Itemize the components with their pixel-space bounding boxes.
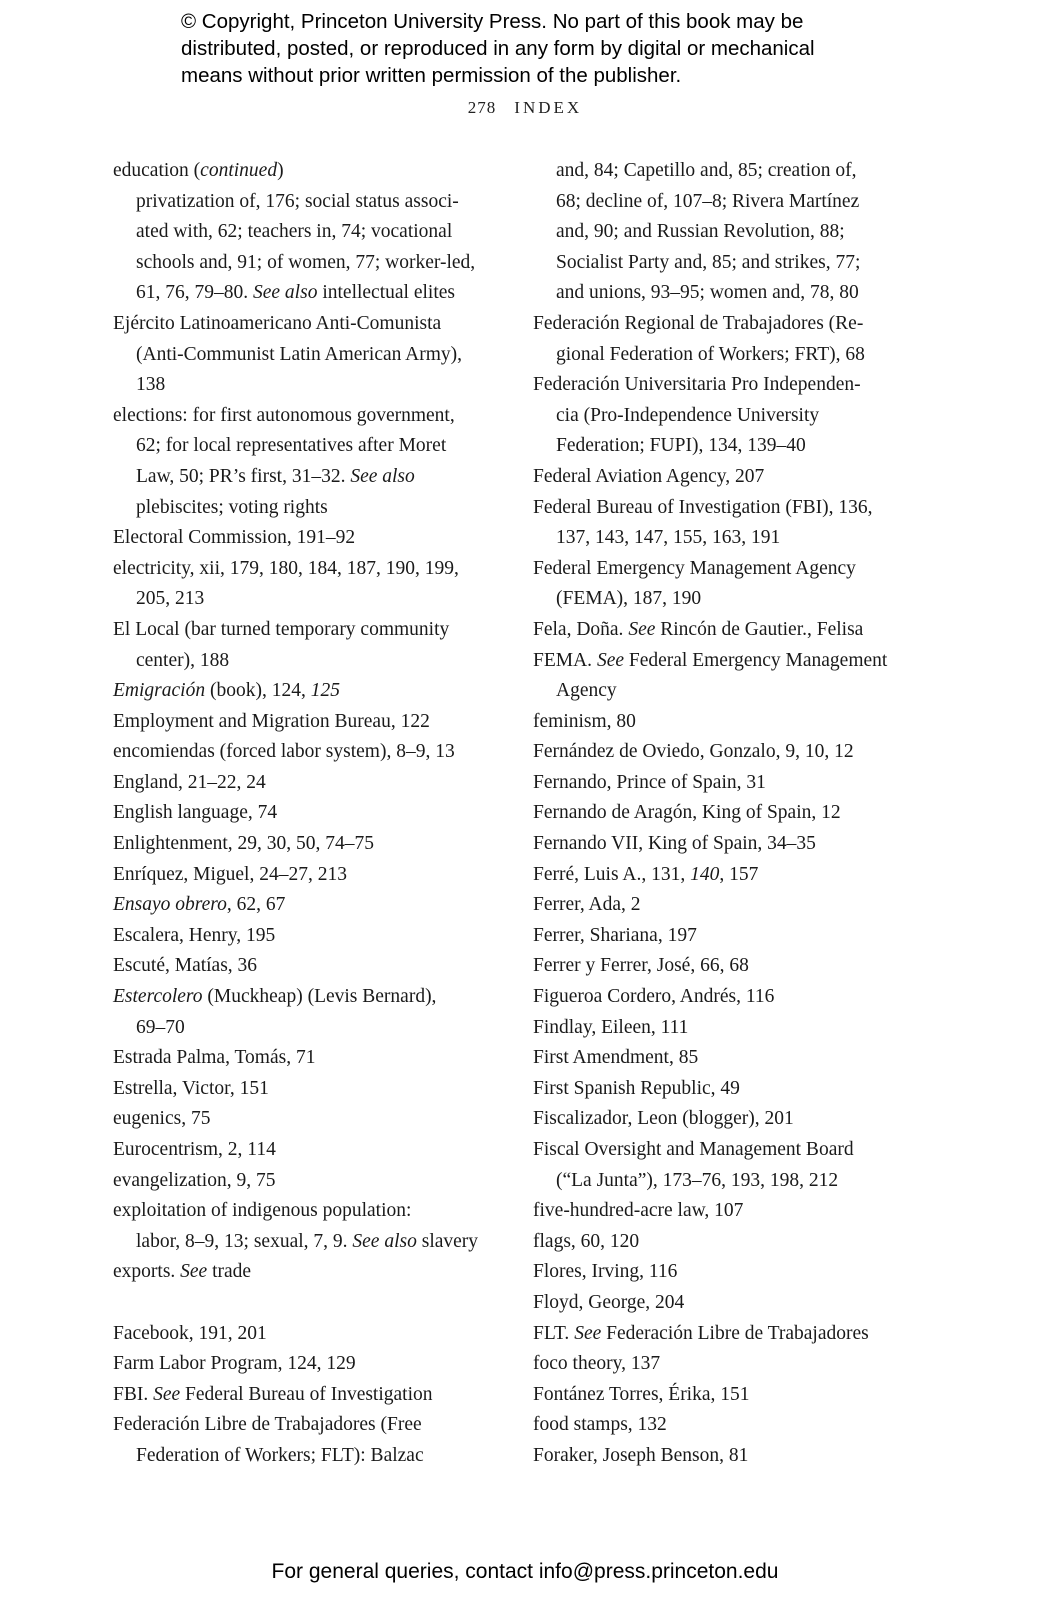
index-entry: Findlay, Eileen, 111 xyxy=(533,1016,689,1038)
index-entry: First Amendment, 85 xyxy=(533,1047,699,1069)
index-entry: Escalera, Henry, 195 xyxy=(113,924,276,946)
index-entry: feminism, 80 xyxy=(533,710,636,732)
index-entry: Enlightenment, 29, 30, 50, 74–75 xyxy=(113,833,375,855)
index-entry: Emigración (book), 124, 125 xyxy=(113,680,340,702)
copyright-line: distributed, posted, or reproduced in any form by digital or mechanical xyxy=(181,37,815,60)
index-entry: Fernando, Prince of Spain, 31 xyxy=(533,771,766,793)
running-head xyxy=(0,98,1050,118)
index-entry: electricity, xii, 179, 180, 184, 187, 190, 199, 205, 213 xyxy=(113,557,459,610)
index-entry: Electoral Commission, 191–92 xyxy=(113,527,356,549)
index-entry: El Local (bar turned temporary community center), 188 xyxy=(113,618,450,671)
index-entry: Fontánez Torres, Érika, 151 xyxy=(533,1383,750,1405)
copyright-notice xyxy=(181,8,941,89)
index-entry: Ferrer, Ada, 2 xyxy=(533,894,641,916)
index-entry: Ferrer, Shariana, 197 xyxy=(533,924,697,946)
section-title: INDEX xyxy=(514,98,583,117)
index-entry: exploitation of indigenous population: labor, 8–9, 13; sexual, 7, 9. See also slavery xyxy=(113,1200,479,1252)
index-entry: Ferré, Luis A., 131, 140, 157 xyxy=(533,863,759,885)
index-entry: FLT. See Federación Libre de Trabajadores xyxy=(533,1322,869,1344)
index-entry: Employment and Migration Bureau, 122 xyxy=(113,710,430,732)
index-entry: Foraker, Joseph Benson, 81 xyxy=(533,1444,749,1466)
copyright-line: © Copyright, Princeton University Press. No part of this book may be xyxy=(181,10,804,33)
index-entry: Floyd, George, 204 xyxy=(533,1291,685,1313)
index-entry: Estercolero (Muckheap) (Levis Bernard), 69–70 xyxy=(113,986,437,1038)
index-entry: Ferrer y Ferrer, José, 66, 68 xyxy=(533,955,749,977)
index-entry: Fernández de Oviedo, Gonzalo, 9, 10, 12 xyxy=(533,741,854,763)
index-entry: England, 21–22, 24 xyxy=(113,771,266,793)
index-entry: evangelization, 9, 75 xyxy=(113,1169,276,1191)
index-entry: Eurocentrism, 2, 114 xyxy=(113,1139,276,1160)
index-entry: Federación Libre de Trabajadores (Free Federation of Workers; FLT): Balzac xyxy=(113,1414,424,1466)
index-entry: Flores, Irving, 116 xyxy=(533,1261,678,1283)
index-entry: Estrella, Victor, 151 xyxy=(113,1077,269,1099)
index-entry: FEMA. See Federal Emergency Management Agency xyxy=(533,649,888,702)
index-entry: and, 84; Capetillo and, 85; creation of, 68; decline of, 107–8; Rivera Martínez and, 90; and Russian Revolution, 88; Socialist Party and, 85; and strikes, 77; and unions, 93–95; women and, 78, 80 xyxy=(556,160,861,304)
index-entry: exports. See trade xyxy=(113,1261,252,1283)
index-entry: Federal Emergency Management Agency (FEMA), 187, 190 xyxy=(533,557,856,610)
index-entry: elections: for first autonomous government, 62; for local representatives after Moret Law, 50; PR’s first, 31–32. See also plebiscites; voting rights xyxy=(113,404,455,518)
index-entry: five-hundred-acre law, 107 xyxy=(533,1200,744,1222)
index-entry: Federal Bureau of Investigation (FBI), 136, 137, 143, 147, 155, 163, 191 xyxy=(533,496,873,549)
index-entry: Federación Regional de Trabajadores (Re- gional Federation of Workers; FRT), 68 xyxy=(533,312,865,365)
index-entry: eugenics, 75 xyxy=(113,1108,211,1130)
index-entry: Farm Labor Program, 124, 129 xyxy=(113,1353,356,1375)
letter-section-gap xyxy=(113,1288,508,1319)
index-entry: Ensayo obrero, 62, 67 xyxy=(113,894,286,916)
index-entry: FBI. See Federal Bureau of Investigation xyxy=(113,1383,433,1405)
index-entry: Enríquez, Miguel, 24–27, 213 xyxy=(113,863,347,885)
index-entry: encomiendas (forced labor system), 8–9, 13 xyxy=(113,741,455,763)
copyright-line: means without prior written permission of the publisher. xyxy=(181,64,682,87)
index-entry: flags, 60, 120 xyxy=(533,1230,640,1252)
page-number: 278 xyxy=(467,98,497,117)
index-entry: Ejército Latinoamericano Anti-Comunista (Anti-Communist Latin American Army), 138 xyxy=(113,312,463,396)
index-entry: Escuté, Matías, 36 xyxy=(113,955,258,977)
index-column-right xyxy=(533,156,913,1472)
index-entry: Federal Aviation Agency, 207 xyxy=(533,465,765,487)
index-column-left xyxy=(113,156,508,1472)
index-entry: Fiscal Oversight and Management Board (“La Junta”), 173–76, 193, 198, 212 xyxy=(533,1139,854,1191)
index-entry: English language, 74 xyxy=(113,802,278,824)
index-entry: food stamps, 132 xyxy=(533,1414,667,1436)
index-entry: Fernando VII, King of Spain, 34–35 xyxy=(533,833,816,855)
index-entry: foco theory, 137 xyxy=(533,1353,661,1375)
index-entry: Fernando de Aragón, King of Spain, 12 xyxy=(533,802,841,824)
index-entry: Figueroa Cordero, Andrés, 116 xyxy=(533,986,775,1008)
contact-footer: For general queries, contact info@press.princeton.edu xyxy=(271,1560,779,1583)
index-entry: First Spanish Republic, 49 xyxy=(533,1077,740,1099)
index-entry: Estrada Palma, Tomás, 71 xyxy=(113,1047,316,1069)
index-entry: Fela, Doña. See Rincón de Gautier., Felisa xyxy=(533,618,864,640)
index-entry: Fiscalizador, Leon (blogger), 201 xyxy=(533,1108,794,1130)
index-entry: Facebook, 191, 201 xyxy=(113,1322,267,1344)
index-entry: Federación Universitaria Pro Independen- cia (Pro-Independence University Federation; FUPI), 134, 139–40 xyxy=(533,374,861,457)
index-entry: education (continued) privatization of, 176; social status associ- ated with, 62; teachers in, 74; vocational schools and, 91; of women, 77; worker-led, 61, 76, 79–80. See also intellectual elites xyxy=(113,160,476,304)
